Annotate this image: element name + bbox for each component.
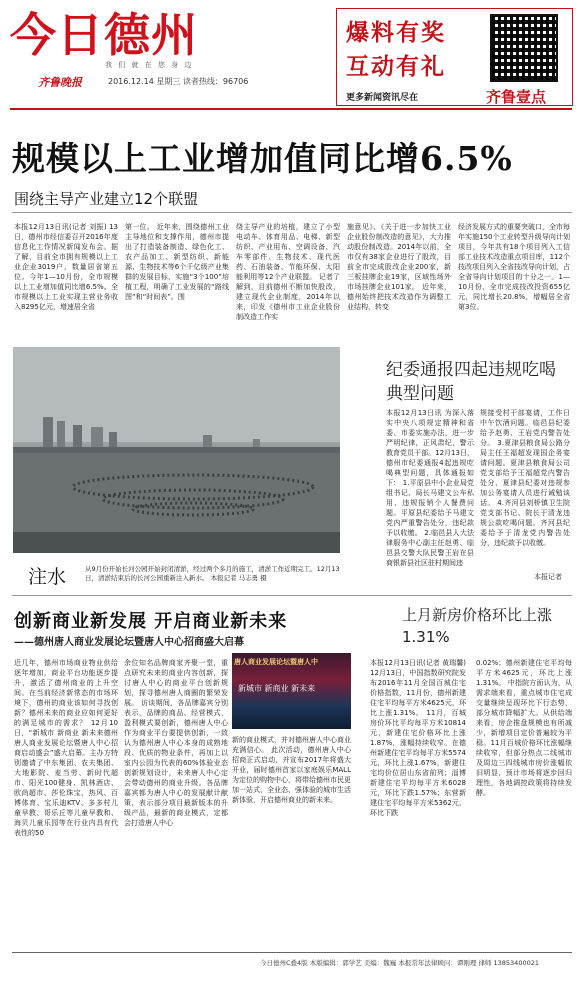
promo-line-1: 爆料有奖 [346,20,446,46]
issue-date-line: 2016.12.14 星期三 读者热线：96706 [108,77,249,86]
footer-divider [12,952,572,953]
forum-event-photo [232,653,351,729]
housing-column-1: 本报12月13日讯(记者 黄瑞馨) 12月13日，中国指数研究院发布2016年11月全国百城住宅价格指数，11月份，德州新建住宅平均每平方米4625元，环比上涨1.31%。 11月，百城房价环比平均每平方米10814元，新建住宅价格环比上涨1.87%，涨幅持续收窄。在德州新建住宅平均每平方米5574元，环比上涨1.67%，新建住宅均价位居山东省前列；淄博新建住宅平均每平方米6028元，环比下跌1.57%；东营新建住宅平均每平方米5362元，环比下跌 [370,659,466,817]
newspaper-masthead-title: 今日德州 [10,8,198,62]
lead-divider [12,212,572,213]
mid-divider [12,595,572,596]
promo-line-2: 互动有礼 [346,54,446,80]
lake-photo [13,347,340,553]
business-subhead: ——德州唐人商业发展论坛暨唐人中心招商盛大启幕 [14,637,244,648]
lead-column-1: 本报12月13日讯(记者 刘振) 13日，德州市经信委召开2016年度信息化工作情况新闻发布会。据了解，目前全市拥有规模以上工业企业3019户，数量居省第五位。今年1—10月份，全市规模以上工业增加值同比增6.5%。全市规模以上工业实现主营业务收入8295亿元，增速居全省 [14,223,118,311]
forum-photo-banner: 唐人商业发展论坛暨唐人中 [234,658,318,666]
forum-photo-text: 新城市 新商业 新未来 [238,684,316,693]
business-headline: 创新商业新发展 开启商业新未来 [14,611,288,632]
housing-column-2: 0.02%；德州新建住宅平均每平方米4625元，环比上涨1.31%。 中指院方面认为，从需求端来看，重点城市住宅成交量继续呈现环比下行态势，部分城市降幅扩大。从供给端来看，房企推盘规模也有所减少，新增项目定价普遍较为平稳。11月百城价格环比涨幅继续收窄，但部分热点二线城市及周边三四线城市房价涨幅依旧明显，预计市场将逐步回归理性，各地调控政策将持续发酵。 [476,659,572,797]
lead-column-2: 第一位。 近年来，围绕德州工业主导地位和支撑作用，德州市提出了打造装备制造、绿色化工、农产品加工、新型纺织、新能源、生物技术等6个千亿级产业集群的发展目标，实施“3个100”培植工程，明确了工业发展的“路线图”和“时间表”。围 [125,223,229,301]
discipline-headline: 纪委通报四起违规吃喝典型问题 [386,360,556,404]
masthead-divider [10,108,572,110]
housing-headline: 上月新房价格环比上涨1.31% [402,606,553,646]
photo-caption-title: 注水 [28,566,67,588]
business-column-1: 近几年，德州市场商业物业供给逐年增加，商业平台功能逐步提升，激活了德州商业的上升空间。在当前经济新常态的市场环境下，德州的商业该如何寻找创新？德州未来的商业应如何更好的满足城市的需求？ 12月10日，“新城市 新商业 新未来德州唐人商业发展论坛暨唐人中心招商启动盛会”盛大启幕。主办方特别邀请了中东集团、农夫集团、大地影院、麦当劳、新时代超市、阳光100健身、凯林酒店、欧尚超市、莎伦珠宝、热风、百博体育、宝乐迪KTV、多多村儿童早教、哥乐丘等儿童早教和、海贝儿童乐园等在行业内具有代表性的50 [14,659,118,837]
business-column-3: 新的商业模式，并对德州唐人中心商业充满信心。 此次活动，德州唐人中心招商正式启动，并宣布2017年将盛大开业，届时德州首家以家庭娱乐MALL为定位的购物中心，将带给德州市民更加一站式、全业态、强体验的城市生活新体验，开启德州商业的新未来。 [232,736,351,804]
masthead-slogan: 我 们 就 在 您 身 边 [105,61,194,69]
promo-small-text: 更多新闻资讯尽在 [346,93,419,103]
lake-photo-illustration [13,347,340,553]
lead-column-4: 施意见》、《关于进一步加快工业企业股份制改造的意见》，大力推动股份制改造。2014年以前，全市仅有38家企业进行了股改，目前全市完成股改企业200家，新三板挂牌企业19家，区域性场外市场挂牌企业101家。 近年来，德州始终把技术改造作为调整工业结构，转变 [347,223,451,311]
qr-code-icon [490,14,558,82]
photo-credit: 本报记者 马志勇 摄 [210,574,267,582]
lead-column-5: 经济发展方式的重要突破口，全市每年实施150个工业转型升级导向计划项目，今年共有18个项目列入工信部工业技术改造重点项目库，112个技改项目列入全省技改导向计划，占全省导向计划项目的十分之一。1—10月份，全市完成技改投资655亿元，同比增长20.8%，增幅居全省第3位。 [458,223,570,311]
page-footer: 今日德州C叠4版 本版编辑：郭学艺 美编：魏巍 本报常年法律顾问：谭刚理 律师 13853400021 [260,959,539,967]
discipline-column-2: 规接受村干部宴请，工作日中午饮酒问题。临邑县纪委给予赵勇、王岩党内警告处分。 3.夏津县粮食局公路分局主任王福超发现国企务宴请问题。夏津县粮食局公司党支部给予王福超党内警告处分，夏津县纪委对违规参加公务宴请人员进行诫勉谈话。 4.齐河县刘桥镇卫生院党支部书记、院长于清龙违规公款吃喝问题。齐河县纪委给予于清龙党内警告处分，违纪款予以收缴。 [480,409,570,547]
lead-column-3: 绕主导产业的培植，建立了小型电动车、体育用品、电梯、新型纺织、产业用布、空调设备、汽车零部件、生物技术、现代医药、石油装备、节能环保、太阳能利用等12个产业联盟。 记者了解到，目前德州不断加快股改，建立现代企业制度，2014年以来，印发《德州市工业企业股份制改造工作实 [236,223,340,321]
discipline-column-1: 本报12月13日讯 为深入落实中央八项规定精神和省委、市委实施办法，进一步严明纪律，正风肃纪，警示教育党员干部。12月13日，德州市纪委通报4起违规吃喝典型问题，具体通报如下： 1.平原县中小企业局党组书记、局长马建文公车私用、违规报销个人餐费问题。平原县纪委给予马建文党内严重警告处分，违纪款予以收缴。 2.临邑县人大法律服务中心副主任赵勇、临邑县交警大队民警王岩在县商银新县社区驻村期间违 [386,409,474,567]
discipline-credit: 本报记者 [534,573,562,581]
promo-brand: 齐鲁壹点 [486,88,547,106]
photo-caption-text [85,565,340,583]
business-column-2: 余位知名品牌商家齐聚一堂，重点研究未来的商业内容创新，探讨唐人中心的商业平台创新规划，探寻德州唐人商圈的繁荣发展。 访谈期间，各品牌嘉宾分别表示，品牌的商品、经营模式，盈利模式要创新，德州唐人中心作为商业平台要提供创新，一致认为德州唐人中心本身的成熟地段、优质的物业条件，再加上以室内公园为代表的60%体验业态创新规划设计，未来唐人中心定会带动德州的商业升级。各品牌嘉宾都为唐人中心的发展献计献策，表示部分项目最新版本的升级产品，最新的商业模式，定都会打造唐人中心 [124,659,228,827]
photo-caption-body: 从9月份开始长河公园开始封闭清淤，经过两个多月的施工，清淤工作近期完工。12月13日，清淤结束后的长河公园重新注入新水。 [85,565,340,582]
lead-headline: 规模以上工业增加值同比增6.5% [12,139,513,178]
paper-brand: 齐鲁晚报 [38,76,82,89]
lead-subhead: 围绕主导产业建立12个联盟 [14,190,199,208]
